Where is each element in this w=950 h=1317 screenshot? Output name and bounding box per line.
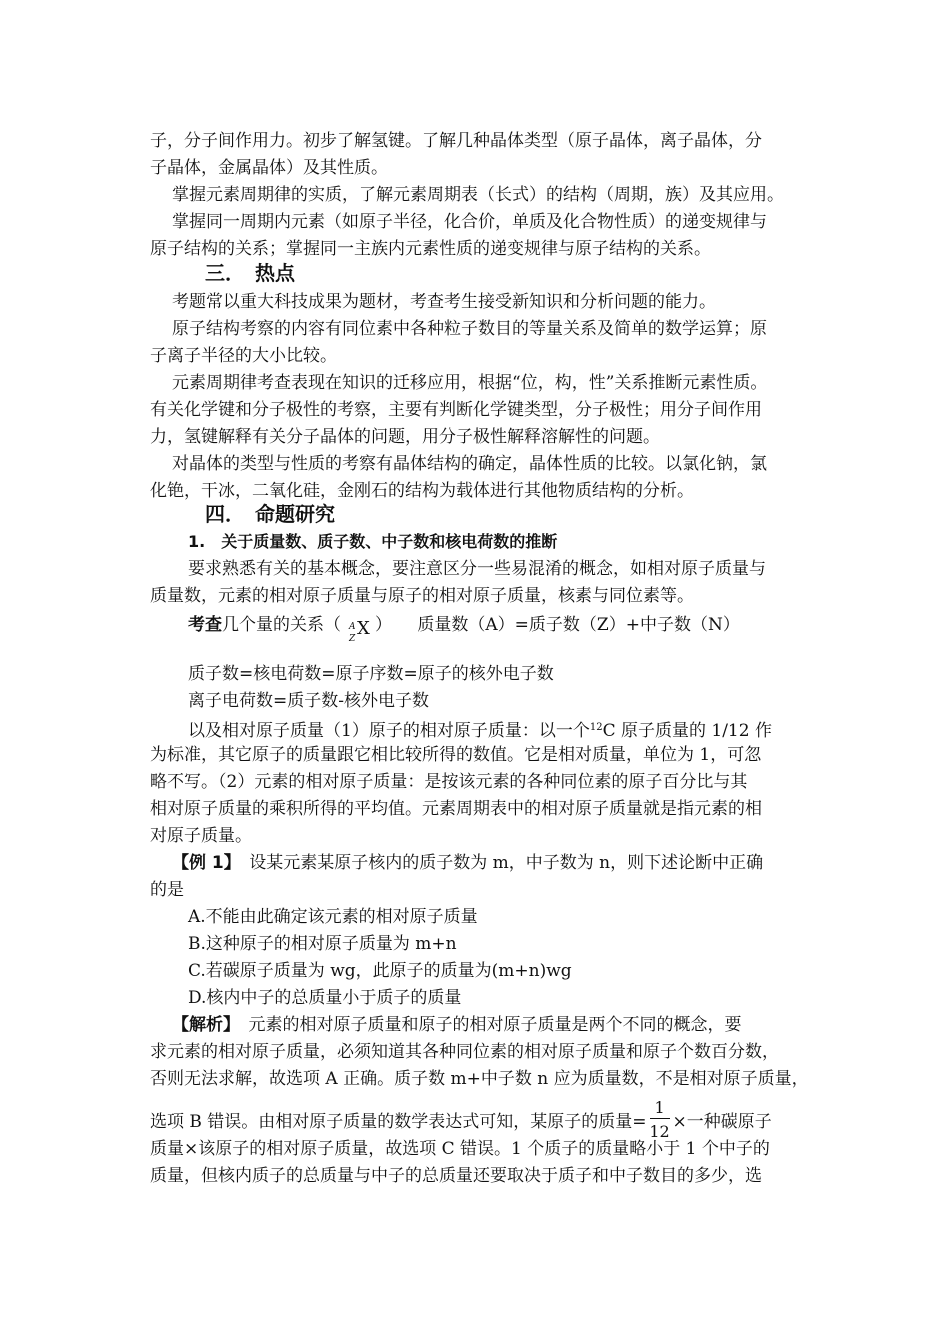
- text-line: 质量，但核内质子的总质量与中子的总质量还要取决于质子和中子数目的多少，选: [150, 1166, 762, 1186]
- text-line: 子离子半径的大小比较。: [150, 346, 337, 366]
- superscript: 12: [589, 722, 603, 733]
- text-line: 对原子质量。: [150, 826, 252, 846]
- text-line: 力，氢键解释有关分子晶体的问题，用分子极性解释溶解性的问题。: [150, 427, 660, 447]
- text-span: 几个量的关系（: [222, 615, 341, 635]
- fraction-denominator: 12: [649, 1122, 670, 1141]
- text-line: 有关化学键和分子极性的考察，主要有判断化学键类型，分子极性；用分子间作用: [150, 400, 762, 420]
- text-line: 原子结构考察的内容有同位素中各种粒子数目的等量关系及简单的数学运算；原: [172, 319, 767, 339]
- text-line: 对晶体的类型与性质的考察有晶体结构的确定，晶体性质的比较。以氯化钠，氯: [172, 454, 767, 474]
- example-tag: 【例 1】: [172, 853, 233, 873]
- text-line: [188, 717, 772, 742]
- text-line: 为标准，其它原子的质量跟它相比较所得的数值。它是相对质量，单位为 1，可忽: [150, 745, 762, 765]
- text-line: 化铯，干冰，二氧化硅，金刚石的结构为载体进行其他物质结构的分析。: [150, 481, 694, 501]
- text-line: 元素周期律考查表现在知识的迁移应用，根据“位，构，性”关系推断元素性质。: [172, 373, 768, 393]
- text-span: C 原子质量的 1/12 作: [602, 721, 772, 741]
- text-line: 求元素的相对原子质量，必须知道其各种同位素的相对原子质量和原子个数百分数，: [150, 1042, 779, 1062]
- option-c: C.若碳原子质量为 wg，此原子的质量为(m+n)wg: [188, 961, 572, 981]
- text-line: 掌握同一周期内元素（如原子半径，化合价，单质及化合物性质）的递变规律与: [172, 212, 767, 232]
- text-line: 否则无法求解，故选项 A 正确。质子数 m+中子数 n 应为质量数，不是相对原子质量，: [150, 1069, 809, 1089]
- analysis-tag: 【解析】: [172, 1015, 232, 1035]
- text-line: 的是: [150, 880, 184, 900]
- text-span: ）: [375, 615, 392, 635]
- element-symbol: X: [357, 618, 370, 639]
- text-line: 质量×该原子的相对原子质量，故选项 C 错误。1 个质子的质量略小于 1 个中子的: [150, 1139, 770, 1159]
- fraction-numerator: 1: [654, 1098, 665, 1117]
- mass-number-symbol: A: [349, 622, 356, 632]
- text-span: 以及相对原子质量（1）原子的相对原子质量：以一个: [188, 721, 590, 741]
- option-a: A.不能由此确定该元素的相对原子质量: [188, 907, 478, 927]
- analysis-line: [172, 1014, 742, 1036]
- text-line: 原子结构的关系；掌握同一主族内元素性质的递变规律与原子结构的关系。: [150, 239, 711, 259]
- text-line: 要求熟悉有关的基本概念，要注意区分一些易混淆的概念，如相对原子质量与: [188, 559, 766, 579]
- option-d: D.核内中子的总质量小于质子的质量: [188, 988, 462, 1008]
- text-span: ×一种碳原子: [672, 1112, 772, 1132]
- text-line: 离子电荷数=质子数-核外电子数: [188, 691, 429, 711]
- relation-line: [188, 614, 740, 644]
- text-line: 考题常以重大科技成果为题材，考查考生接受新知识和分析问题的能力。: [172, 292, 716, 312]
- example-line: [172, 852, 763, 874]
- text-line: 略不写。（2）元素的相对原子质量：是按该元素的各种同位素的原子百分比与其: [150, 772, 748, 792]
- text-line: 子晶体，金属晶体）及其性质。: [150, 158, 388, 178]
- bold-keyword: 考查: [188, 615, 222, 635]
- option-b: B.这种原子的相对原子质量为 m+n: [188, 934, 457, 954]
- section-heading: 四． 命题研究: [205, 502, 335, 526]
- text-line: 相对原子质量的乘积所得的平均值。元素周期表中的相对原子质量就是指元素的相: [150, 799, 762, 819]
- text-span: 选项 B 错误。由相对原子质量的数学表达式可知，某原子的质量=: [150, 1112, 647, 1132]
- nuclide-symbol: [341, 614, 375, 644]
- text-line: 质量数，元素的相对原子质量与原子的相对原子质量，核素与同位素等。: [150, 586, 694, 606]
- text-line: [150, 1097, 772, 1141]
- fraction: [647, 1097, 673, 1141]
- atomic-number-symbol: Z: [349, 634, 356, 644]
- text-span: 元素的相对原子质量和原子的相对原子质量是两个不同的概念，要: [231, 1015, 742, 1035]
- section-heading: 三． 热点: [205, 261, 295, 285]
- text-span: 设某元素某原子核内的质子数为 m，中子数为 n，则下述论断中正确: [232, 853, 764, 873]
- text-line: 质子数=核电荷数=原子序数=原子的核外电子数: [188, 664, 554, 684]
- formula-text: 质量数（A）=质子数（Z）+中子数（N）: [417, 615, 740, 635]
- text-line: 掌握元素周期律的实质，了解元素周期表（长式）的结构（周期，族）及其应用。: [172, 185, 784, 205]
- text-line: 子，分子间作用力。初步了解氢键。了解几种晶体类型（原子晶体，离子晶体，分: [150, 131, 762, 151]
- subsection-heading: 1. 关于质量数、质子数、中子数和核电荷数的推断: [188, 532, 558, 551]
- fraction-bar: [650, 1118, 670, 1119]
